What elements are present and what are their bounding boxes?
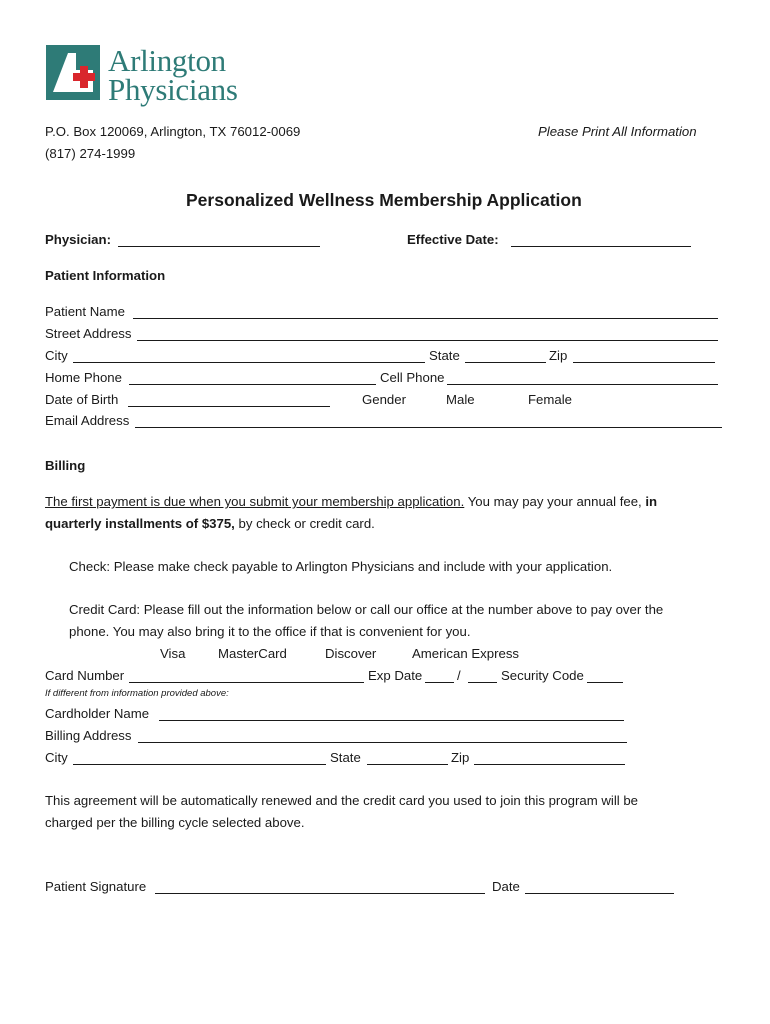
billing-zip-label: Zip bbox=[451, 750, 470, 765]
billing-city-label: City bbox=[45, 750, 68, 765]
street-address-field[interactable] bbox=[137, 340, 718, 341]
billing-city-field[interactable] bbox=[73, 764, 326, 765]
billing-address-label: Billing Address bbox=[45, 728, 132, 743]
in-text: in bbox=[645, 494, 658, 509]
signature-date-field[interactable] bbox=[525, 893, 674, 894]
zip-label: Zip bbox=[549, 348, 568, 363]
security-code-label: Security Code bbox=[501, 668, 584, 683]
address-line-1: P.O. Box 120069, Arlington, TX 76012-0069 bbox=[45, 124, 301, 139]
gender-label: Gender bbox=[362, 392, 406, 407]
email-label: Email Address bbox=[45, 413, 130, 428]
patient-name-label: Patient Name bbox=[45, 304, 125, 319]
logo-line-1: Arlington bbox=[108, 43, 226, 78]
cardholder-field[interactable] bbox=[159, 720, 624, 721]
cell-phone-label: Cell Phone bbox=[380, 370, 445, 385]
email-field[interactable] bbox=[135, 427, 722, 428]
billing-address-field[interactable] bbox=[138, 742, 627, 743]
exp-separator: / bbox=[457, 668, 461, 683]
gender-male-option[interactable]: Male bbox=[446, 392, 475, 407]
renewal-text-1: This agreement will be automatically renewed and the credit card you used to join this program will be bbox=[45, 793, 639, 808]
billing-zip-field[interactable] bbox=[474, 764, 625, 765]
physician-label: Physician: bbox=[45, 232, 111, 247]
billing-paragraph-line-1 bbox=[45, 494, 657, 509]
home-phone-label: Home Phone bbox=[45, 370, 122, 385]
effective-date-field[interactable] bbox=[511, 246, 691, 247]
gender-female-option[interactable]: Female bbox=[528, 392, 572, 407]
page-title: Personalized Wellness Membership Application bbox=[186, 190, 582, 210]
street-address-label: Street Address bbox=[45, 326, 132, 341]
dob-field[interactable] bbox=[128, 406, 330, 407]
cell-phone-field[interactable] bbox=[447, 384, 718, 385]
logo-line-2: Physicians bbox=[108, 72, 238, 107]
security-code-field[interactable] bbox=[587, 682, 623, 683]
billing-state-label: State bbox=[330, 750, 361, 765]
signature-label: Patient Signature bbox=[45, 879, 147, 894]
payment-method-text: by check or credit card. bbox=[234, 516, 375, 531]
patient-info-heading: Patient Information bbox=[45, 268, 166, 283]
exp-year-field[interactable] bbox=[468, 682, 497, 683]
signature-date-label: Date bbox=[492, 879, 520, 894]
billing-state-field[interactable] bbox=[367, 764, 448, 765]
card-option-amex[interactable]: American Express bbox=[412, 646, 520, 661]
home-phone-field[interactable] bbox=[129, 384, 376, 385]
card-number-field[interactable] bbox=[129, 682, 364, 683]
billing-paragraph-line-2 bbox=[45, 516, 375, 531]
zip-field[interactable] bbox=[573, 362, 715, 363]
card-option-visa[interactable]: Visa bbox=[160, 646, 186, 661]
cardholder-label: Cardholder Name bbox=[45, 706, 150, 721]
card-number-label: Card Number bbox=[45, 668, 125, 683]
city-label: City bbox=[45, 348, 68, 363]
state-field[interactable] bbox=[465, 362, 546, 363]
credit-card-instructions-2: phone. You may also bring it to the office if that is convenient for you. bbox=[69, 624, 471, 639]
arlington-cross-logo-icon bbox=[46, 45, 100, 100]
city-field[interactable] bbox=[73, 362, 425, 363]
patient-name-field[interactable] bbox=[133, 318, 718, 319]
effective-date-label: Effective Date: bbox=[407, 232, 499, 247]
print-note: Please Print All Information bbox=[538, 124, 697, 139]
phone-number: (817) 274-1999 bbox=[45, 146, 136, 161]
physician-field[interactable] bbox=[118, 246, 320, 247]
state-label: State bbox=[429, 348, 460, 363]
first-payment-note: The first payment is due when you submit your membership application. bbox=[45, 494, 465, 509]
card-option-mastercard[interactable]: MasterCard bbox=[218, 646, 287, 661]
annual-fee-text: You may pay your annual fee, bbox=[464, 494, 642, 509]
installments-text: quarterly installments of $375, bbox=[45, 516, 235, 531]
billing-heading: Billing bbox=[45, 458, 86, 473]
exp-month-field[interactable] bbox=[425, 682, 454, 683]
different-info-note: If different from information provided above: bbox=[45, 688, 229, 699]
dob-label: Date of Birth bbox=[45, 392, 119, 407]
credit-card-instructions-1: Credit Card: Please fill out the information below or call our office at the number above to pay over the bbox=[69, 602, 664, 617]
check-instructions: Check: Please make check payable to Arlington Physicians and include with your application. bbox=[69, 559, 613, 574]
exp-date-label: Exp Date bbox=[368, 668, 423, 683]
signature-field[interactable] bbox=[155, 893, 485, 894]
renewal-text-2: charged per the billing cycle selected above. bbox=[45, 815, 305, 830]
card-option-discover[interactable]: Discover bbox=[325, 646, 377, 661]
